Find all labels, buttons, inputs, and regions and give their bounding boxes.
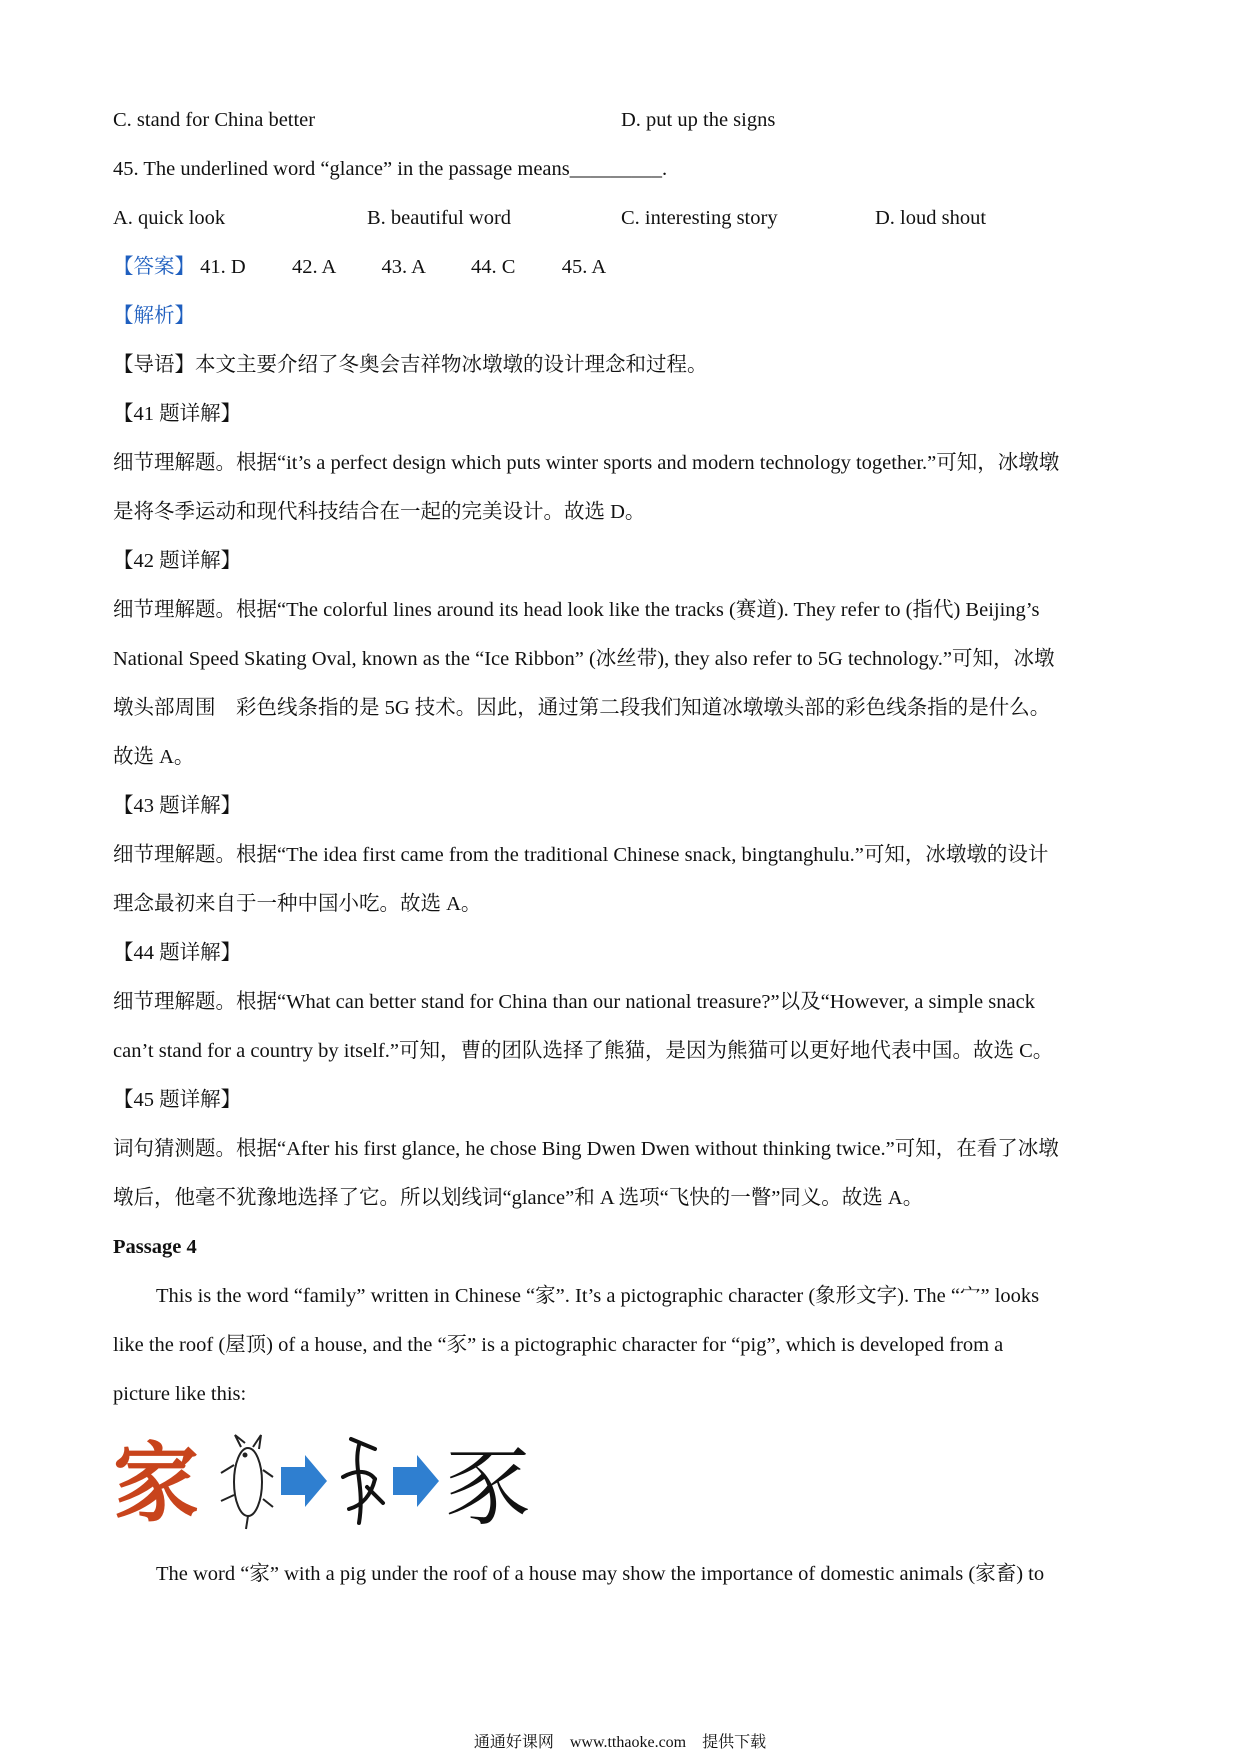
option-c: C. stand for China better [113,109,316,131]
answer-item: 43. A [381,256,425,278]
stem-after: ” in the passage means_________. [383,158,668,180]
explanation-44-line: can’t stand for a country by itself.”可知，曹的团队选择了熊猫，是因为熊猫可以更好地代表中国。故选 C。 [113,1040,1054,1062]
heading-43: 【43 题详解】 [113,795,242,817]
explanation-41-line: 细节理解题。根据“it’s a perfect design which puts winter sports and modern technology together.”可知，冰墩墩 [113,452,1060,474]
figure-svg [113,1425,593,1535]
passage-line: picture like this: [113,1383,247,1405]
explanation-45-line: 词句猜测题。根据“After his first glance, he chose Bing Dwen Dwen without thinking twice.”可知，在看了冰墩 [113,1138,1059,1160]
heading-42: 【42 题详解】 [113,550,242,572]
explanation-43-line: 细节理解题。根据“The idea first came from the traditional Chinese snack, bingtanghulu.”可知，冰墩墩的设计 [113,844,1049,866]
passage-title: Passage 4 [113,1236,197,1258]
q45-option-c: C. interesting story [621,207,778,229]
answer-item: 44. C [471,256,516,278]
arrow-icon [393,1455,439,1507]
stem-before: 45. The underlined word “ [113,158,330,180]
passage-line: This is the word “family” written in Chinese “家”. It’s a pictographic character (象形文字). The “宀” looks [156,1285,1040,1307]
explanation-44-line: 细节理解题。根据“What can better stand for China than our national treasure?”以及“However, a simple snack [113,991,1035,1013]
explanation-41-line: 是将冬季运动和现代科技结合在一起的完美设计。故选 D。 [113,501,646,523]
stem-word: glance [329,158,384,180]
q45-option-d: D. loud shout [875,207,987,229]
explanation-43-line: 理念最初来自于一种中国小吃。故选 A。 [113,893,482,915]
heading-44: 【44 题详解】 [113,942,242,964]
answer-item: 42. A [291,256,336,278]
answer-row [113,253,606,281]
passage-line: like the roof (屋顶) of a house, and the “豕” is a pictographic character for “pig”, which is developed from a [113,1334,1004,1356]
pig-drawing [221,1435,273,1529]
answer-item: 45. A [561,256,607,278]
page-footer: 通通好课网 www.tthaoke.com 提供下载 [473,1734,767,1751]
heading-45: 【45 题详解】 [113,1089,242,1111]
intro-text: 【导语】本文主要介绍了冬奥会吉祥物冰墩墩的设计理念和过程。 [113,354,708,376]
q45-option-b: B. beautiful word [367,207,512,229]
q45-option-a: A. quick look [113,207,226,229]
option-d: D. put up the signs [621,109,776,131]
ancient-pig-glyph [343,1439,383,1523]
answer-item: 41. D [200,256,246,278]
passage-line: The word “家” with a pig under the roof of a house may show the importance of domestic animals (家畜) to [156,1563,1045,1585]
explanation-42-line: 故选 A。 [113,746,195,768]
calligraphy-jia: 家 [113,1433,199,1534]
arrow-icon [281,1455,327,1507]
heading-41: 【41 题详解】 [113,403,242,425]
explanation-42-line: 墩头部周围 彩色线条指的是 5G 技术。因此，通过第二段我们知道冰墩墩头部的彩色线条指的是什么。 [113,697,1051,719]
character-evolution-figure [113,1425,593,1535]
explanation-42-line: National Speed Skating Oval, known as the “Ice Ribbon” (冰丝带), they also refer to 5G technology.”可知，冰墩 [113,648,1055,670]
analysis-label: 【解析】 [113,305,195,327]
explanation-45-line: 墩后，他毫不犹豫地选择了它。所以划线词“glance”和 A 选项“飞快的一瞥”同义。故选 A。 [113,1187,924,1209]
question-45-stem [113,155,667,183]
explanation-42-line: 细节理解题。根据“The colorful lines around its head look like the tracks (赛道). They refer to (指代) Beijing’s [113,599,1040,621]
modern-shi-glyph: 豕 [445,1438,531,1535]
answer-label: 【答案】 [113,256,195,278]
